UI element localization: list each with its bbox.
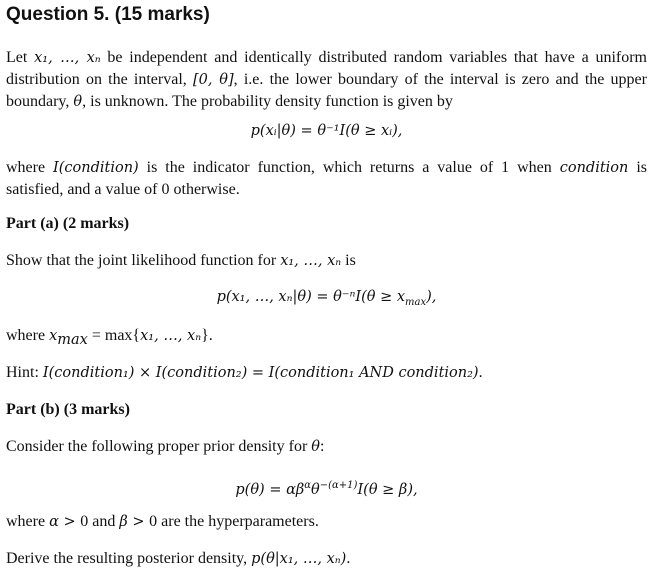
part-b-heading: Part (b) (3 marks)	[6, 401, 130, 418]
text: Derive the resulting posterior density,	[6, 550, 252, 567]
part-b-statement	[6, 436, 647, 458]
text: 0 and	[80, 513, 120, 530]
text: = max{	[87, 327, 141, 344]
math: p(θ|x₁, …, xₙ)	[251, 551, 347, 567]
math-subscript: max	[57, 332, 88, 349]
text: is	[341, 252, 356, 269]
hyperparameters-note	[6, 511, 647, 533]
math: I(condition)	[53, 160, 139, 176]
math: x₁, …, xₙ	[34, 50, 101, 66]
math-superscript: −(α+1)	[319, 480, 358, 491]
math: I(θ ≥ β),	[357, 481, 418, 498]
likelihood-equation	[6, 287, 647, 313]
math-subscript: max	[405, 296, 427, 308]
text: where	[6, 159, 54, 176]
xmax-definition	[6, 325, 647, 351]
intro-paragraph	[6, 47, 647, 113]
text: , i.e. the lower boundary of the interval is zero and the upper boundary,	[6, 71, 647, 110]
text: be independent and identically distributed random variables that have a uniform distribution on the interval,	[6, 49, 647, 88]
prior-equation	[6, 475, 647, 501]
math: x₁, …, xₙ	[140, 328, 202, 344]
math: p(x₁, …, xₙ|θ) = θ⁻ⁿI(θ ≥ x	[216, 289, 406, 305]
text: :	[320, 438, 325, 455]
math: [0, θ]	[192, 72, 234, 88]
math: condition	[559, 160, 629, 176]
text: where	[6, 327, 50, 344]
math: β >	[119, 514, 150, 530]
text: , is unknown. The probability density function is given by	[82, 93, 453, 110]
pdf-equation: p(xᵢ|θ) = θ⁻¹I(θ ≥ xᵢ),	[250, 123, 403, 139]
part-a-statement	[6, 250, 647, 272]
text: }.	[201, 327, 213, 344]
text: 0 are the hyperparameters.	[149, 513, 319, 530]
posterior-task	[6, 548, 647, 570]
text: where	[6, 513, 50, 530]
part-a-heading: Part (a) (2 marks)	[6, 215, 130, 232]
math: x₁, …, xₙ	[280, 253, 342, 269]
text: Consider the following proper prior density for	[6, 438, 312, 455]
math: p(θ) = αβ	[235, 481, 305, 498]
math: I(condition₁) × I(condition₂) = I(condition₁ AND condition₂)	[42, 365, 479, 381]
hint	[6, 362, 647, 384]
text: is the indicator function, which returns a value of 1 when	[138, 159, 560, 176]
text: is satisfied, and a value of 0 otherwise.	[6, 159, 648, 198]
text: Show that the joint likelihood function for	[6, 252, 281, 269]
text: .	[478, 364, 483, 381]
math: x	[49, 328, 58, 344]
indicator-paragraph	[6, 157, 647, 200]
math: ),	[426, 289, 437, 305]
text: Hint:	[6, 364, 43, 381]
text: Let	[6, 49, 35, 66]
math: θ	[311, 439, 321, 455]
math-superscript: α	[304, 480, 312, 491]
math: θ	[311, 481, 320, 498]
math: θ	[73, 94, 83, 110]
math: α >	[49, 514, 81, 530]
text: .	[346, 550, 351, 567]
question-title: Question 5. (15 marks)	[6, 4, 210, 25]
